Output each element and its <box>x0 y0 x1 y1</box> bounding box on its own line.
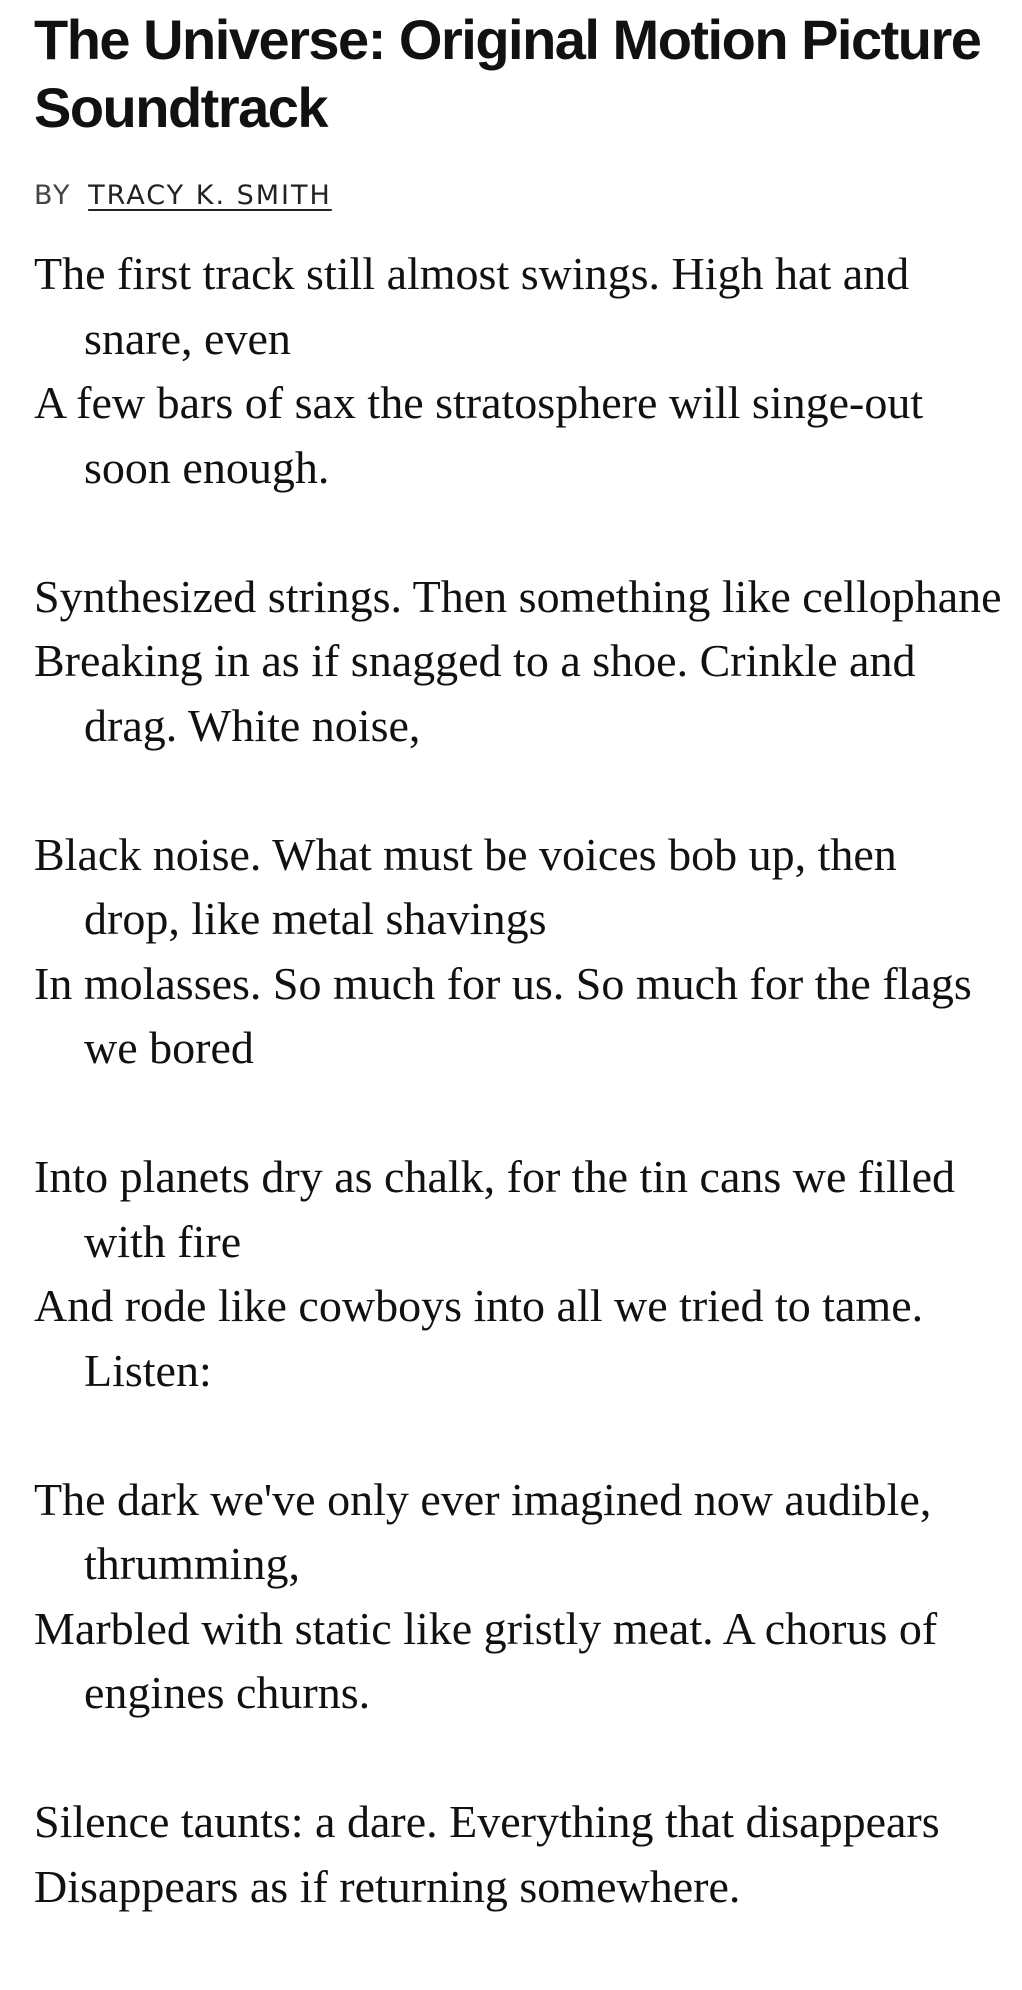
poem-line: Synthesized strings. Then something like cellophane <box>34 570 1002 622</box>
stanza-4 <box>34 1145 1004 1403</box>
stanza-3 <box>34 823 1004 1081</box>
poem-line: Silence taunts: a dare. Everything that disappears <box>34 1796 940 1847</box>
poem-body <box>34 242 1004 1919</box>
poem-title: The Universe: Original Motion Picture Soundtrack <box>34 8 981 139</box>
poem-line: And rode like cowboys into all we tried to tame. Listen: <box>34 1280 924 1396</box>
poem-line: Marbled with static like gristly meat. A chorus of engines churns. <box>34 1602 938 1718</box>
article <box>34 0 1004 1919</box>
stanza-6 <box>34 1790 1004 1919</box>
byline <box>34 180 1004 220</box>
author-link[interactable]: TRACY K. SMITH <box>88 180 332 211</box>
poem-line: Into planets dry as chalk, for the tin cans we filled with fire <box>34 1151 955 1267</box>
poem-line: Disappears as if returning somewhere. <box>34 1860 741 1912</box>
poem-line: Breaking in as if snagged to a shoe. Crinkle and drag. White noise, <box>34 635 916 751</box>
poem-line: In molasses. So much for us. So much for the flags we bored <box>34 957 972 1073</box>
poem-line: Black noise. What must be voices bob up, then drop, like metal shavings <box>34 828 897 944</box>
stanza-2 <box>34 565 1004 759</box>
stanza-5 <box>34 1468 1004 1726</box>
poem-line: The first track still almost swings. High hat and snare, even <box>34 248 910 364</box>
stanza-1 <box>34 242 1004 500</box>
poem-line: A few bars of sax the stratosphere will singe-out soon enough. <box>34 377 924 493</box>
poem-line: The dark we've only ever imagined now audible, thrumming, <box>34 1473 932 1589</box>
byline-prefix: BY <box>34 180 72 211</box>
